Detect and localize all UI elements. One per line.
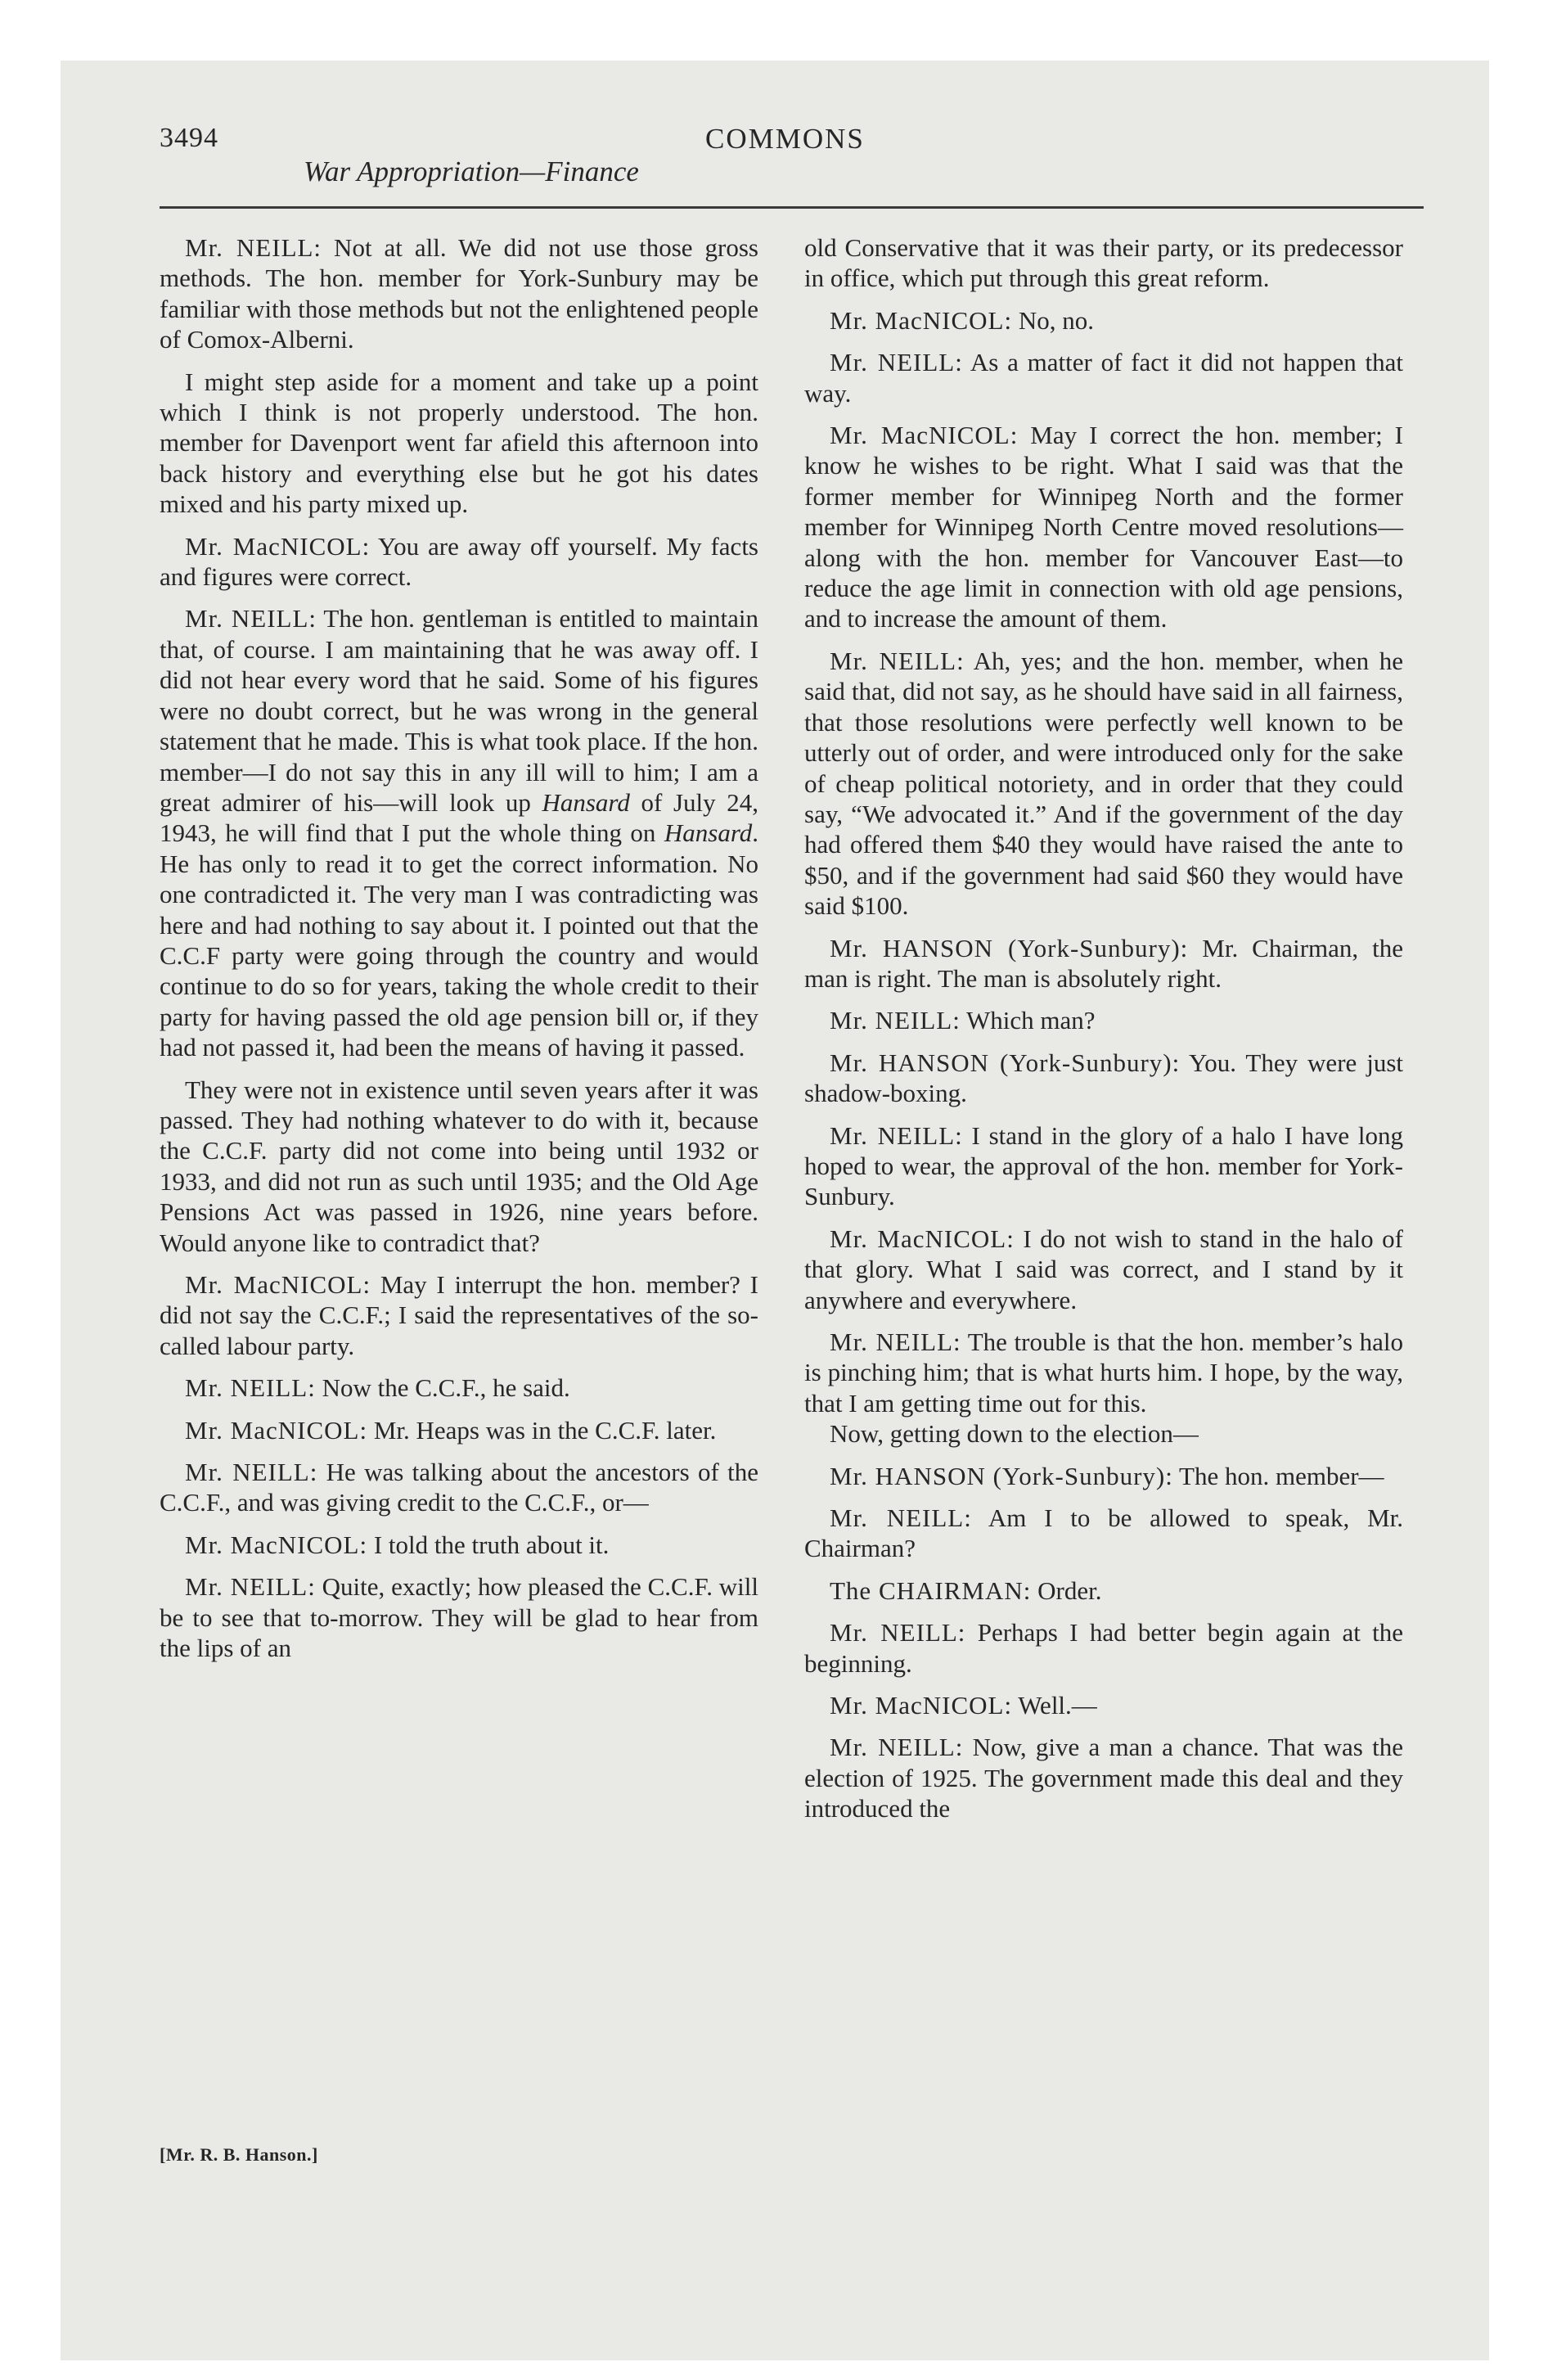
paragraph <box>804 232 1403 294</box>
paragraph <box>804 1327 1403 1418</box>
paragraph <box>804 933 1403 994</box>
speech-text: old Conservative that it was their party, or its predecessor in office, which put through this great reform. <box>804 233 1403 293</box>
speech-text: I might step aside for a moment and take up a point which I think is not properly understood. The hon. member for Davenport went far afield this afternoon into back history and everything else but he got his dates mixed and his party mixed up. <box>160 367 758 519</box>
paragraph <box>804 1418 1403 1449</box>
paragraph <box>160 1373 758 1403</box>
paragraph <box>804 1732 1403 1823</box>
paragraph <box>804 1224 1403 1315</box>
speech-text: Which man? <box>960 1006 1096 1035</box>
speaker-name: Mr. NEILL: <box>830 646 965 675</box>
speaker-name: Mr. MacNICOL: <box>185 1270 371 1299</box>
speaker-name: The CHAIRMAN: <box>830 1575 1032 1605</box>
speech-text: Mr. Chairman, the man is right. The man is absolutely right. <box>804 933 1403 993</box>
speech-text: May I correct the hon. member; I know he wishes to be right. What I said was that the former member for Winnipeg North and the former member for Winnipeg North Centre moved resolutions—along with the hon. member for Vancouver East—to reduce the age limit in connection with old age pensions, and to increase the amount of them. <box>804 421 1404 633</box>
speech-text: Not at all. We did not use those gross methods. The hon. member for York-Sunbury may be familiar with those methods but not the enlightened people of Comox-Alberni. <box>160 233 758 354</box>
speech-text: The hon. member— <box>1172 1461 1384 1490</box>
paragraph <box>804 420 1403 634</box>
paragraph <box>804 305 1403 336</box>
speech-text: Perhaps I had better begin again at the beginning. <box>804 1618 1404 1678</box>
speech-text: As a matter of fact it did not happen that way. <box>804 348 1403 408</box>
paragraph <box>160 1530 758 1560</box>
left-column <box>160 232 758 1675</box>
speech-text: He was talking about the ancestors of the C.C.F., and was giving credit to the C.C.F., or— <box>160 1458 758 1517</box>
running-title: War Appropriation—Finance <box>304 156 639 187</box>
paragraph <box>160 367 758 520</box>
speech-text: The trouble is that the hon. member’s halo is pinching him; that is what hurts him. I hope, by the way, that I am getting time out for this. <box>804 1327 1403 1418</box>
speech-text: Now, getting down to the election— <box>830 1419 1199 1449</box>
speaker-name: Mr. MacNICOL: <box>185 1530 368 1559</box>
section-label: COMMONS <box>705 123 865 155</box>
paragraph <box>160 531 758 593</box>
speaker-name: Mr. NEILL: <box>185 1458 318 1487</box>
speaker-name: Mr. HANSON (York-Sunbury): <box>830 1048 1181 1077</box>
speech-text: Quite, exactly; how pleased the C.C.F. will be to see that to-morrow. They will be glad to hear from the lips of an <box>160 1572 758 1663</box>
speaker-name: Mr. NEILL: <box>830 348 963 377</box>
speaker-name: Mr. NEILL: <box>830 1503 972 1533</box>
paragraph <box>804 1461 1403 1491</box>
speaker-name: Mr. HANSON (York-Sunbury): <box>830 1461 1173 1490</box>
speech-text: I do not wish to stand in the halo of that glory. What I said was correct, and I stand by it anywhere and everywhere. <box>804 1224 1403 1314</box>
paragraph <box>160 1415 758 1445</box>
speech-text: of July 24, 1943, he will find that I put the whole thing on <box>160 787 759 848</box>
speaker-name: Mr. MacNICOL: <box>830 421 1019 450</box>
paragraph <box>804 1690 1403 1720</box>
paragraph <box>804 1503 1403 1564</box>
paragraph <box>804 1048 1403 1109</box>
speaker-name: Mr. NEILL: <box>185 604 317 633</box>
speech-text: You are away off yourself. My facts and figures were correct. <box>160 531 758 592</box>
italic-citation: Hansard <box>542 787 630 817</box>
header-divider <box>160 206 1424 209</box>
speaker-name: Mr. MacNICOL: <box>830 1691 1013 1720</box>
speaker-name: Mr. NEILL: <box>185 1373 316 1403</box>
paragraph <box>160 1075 758 1258</box>
speech-text: The hon. gentleman is entitled to maintain that, of course. I am maintaining that he was away off. I did not hear every word that he said. Some of his figures were no doubt correct, but he was wrong in the general statement that he made. This is what took place. If the hon. member—I do not say this in any ill will to him; I am a great admirer of his—will look up <box>160 604 759 817</box>
speech-text: Now, give a man a chance. That was the election of 1925. The government made this deal and they introduced the <box>804 1733 1403 1823</box>
paragraph <box>804 347 1403 408</box>
italic-citation: Hansard <box>664 818 753 848</box>
speaker-name: Mr. MacNICOL: <box>830 1224 1015 1253</box>
speaker-name: Mr. MacNICOL: <box>185 1415 368 1445</box>
speech-text: . He has only to read it to get the correct information. No one contradicted it. The very man I was contradicting was here and had nothing to say about it. I pointed out that the C.C.F party were going through the country and would continue to do so for years, taking the whole credit to their party for having passed the old age pension bill or, if they had not passed it, had been the means of having it passed. <box>160 818 758 1062</box>
speaker-name: Mr. NEILL: <box>830 1733 964 1762</box>
speaker-attribution-footer: [Mr. R. B. Hanson.] <box>160 2144 318 2165</box>
speaker-name: Mr. MacNICOL: <box>830 305 1013 335</box>
speaker-name: Mr. MacNICOL: <box>185 531 371 561</box>
paragraph <box>804 646 1403 922</box>
speaker-name: Mr. NEILL: <box>830 1618 966 1648</box>
speaker-name: Mr. NEILL: <box>830 1006 961 1035</box>
paragraph <box>160 1571 758 1663</box>
paragraph <box>804 1120 1403 1212</box>
speaker-name: Mr. NEILL: <box>830 1327 961 1356</box>
paragraph <box>804 1575 1403 1606</box>
right-column <box>804 232 1403 1836</box>
speech-text: They were not in existence until seven years after it was passed. They had nothing whatever to do with it, because the C.C.F. party did not come into being until 1932 or 1933, and did not run as such until 1935; and the Old Age Pensions Act was passed in 1926, nine years before. Would anyone like to contradict that? <box>160 1075 758 1257</box>
speech-text: Now the C.C.F., he said. <box>315 1373 570 1403</box>
speech-text: No, no. <box>1012 305 1094 335</box>
speaker-name: Mr. NEILL: <box>185 233 322 262</box>
speaker-name: Mr. NEILL: <box>830 1120 963 1150</box>
speech-text: You. They were just shadow-boxing. <box>804 1048 1404 1108</box>
paragraph <box>160 603 758 1062</box>
paragraph <box>804 1005 1403 1035</box>
speech-text: I told the truth about it. <box>367 1530 610 1559</box>
page-header <box>160 123 1424 198</box>
speech-text: Order. <box>1031 1575 1102 1605</box>
speech-text: I stand in the glory of a halo I have long hoped to wear, the approval of the hon. member for York-Sunbury. <box>804 1120 1403 1211</box>
speech-text: Mr. Heaps was in the C.C.F. later. <box>367 1415 717 1445</box>
paragraph <box>160 1269 758 1361</box>
paragraph <box>804 1617 1403 1679</box>
paragraph <box>160 1457 758 1518</box>
page-number: 3494 <box>160 123 218 153</box>
speech-text: Ah, yes; and the hon. member, when he said that, did not say, as he should have said in all fairness, that those resolutions were perfectly well known to be utterly out of order, and were introduced only for the sake of cheap political notoriety, and in order that they could say, “We advocated it.” And if the government of the day had offered them $40 they would have raised the ante to $50, and if the government had said $60 they would have said $100. <box>804 646 1403 921</box>
speaker-name: Mr. HANSON (York-Sunbury): <box>830 933 1189 962</box>
speech-text: Am I to be allowed to speak, Mr. Chairman? <box>804 1503 1403 1563</box>
speech-text: Well.— <box>1012 1691 1097 1720</box>
paragraph <box>160 232 758 355</box>
speaker-name: Mr. NEILL: <box>185 1572 316 1602</box>
speech-text: May I interrupt the hon. member? I did not say the C.C.F.; I said the representatives of the so-called labour party. <box>160 1270 758 1360</box>
